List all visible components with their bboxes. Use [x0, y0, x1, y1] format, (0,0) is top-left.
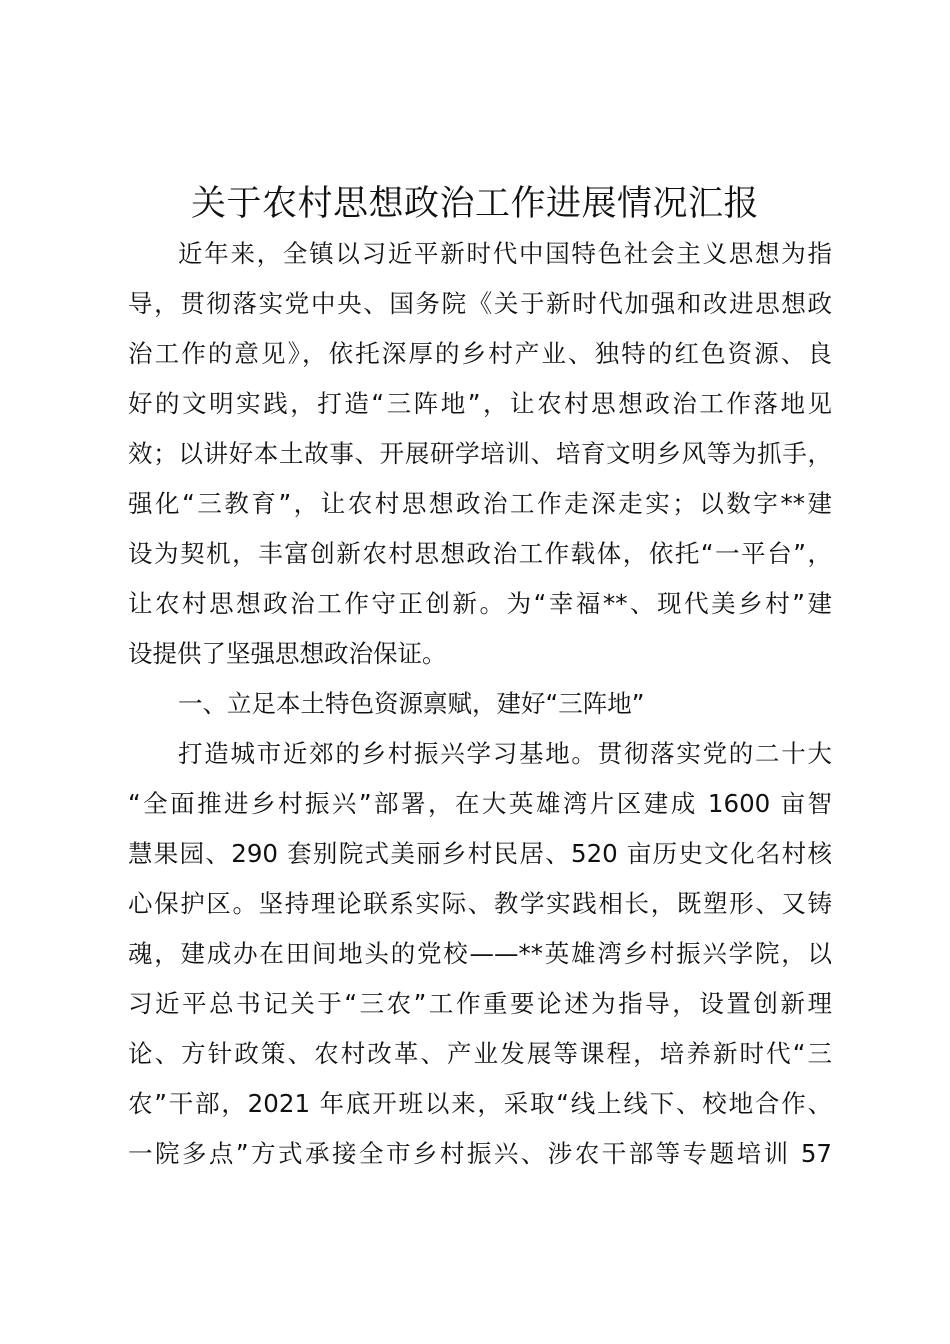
intro-line: 治工作的意见》，依托深厚的乡村产业、独特的红色资源、良	[128, 339, 832, 368]
section-heading: 一、立足本土特色资源禀赋，建好“三阵地”	[178, 689, 645, 718]
intro-line: 设为契机，丰富创新农村思想政治工作载体，依托“一平台”，	[128, 539, 832, 568]
section-line: 慧果园、290 套别院式美丽乡村民居、520 亩历史文化名村核	[128, 839, 832, 868]
intro-line: 近年来，全镇以习近平新时代中国特色社会主义思想为指	[178, 239, 832, 268]
section-line: 习近平总书记关于“三农”工作重要论述为指导，设置创新理	[128, 989, 832, 1018]
section-line: 一院多点”方式承接全市乡村振兴、涉农干部等专题培训 57	[128, 1139, 832, 1168]
section-line: 论、方针政策、农村改革、产业发展等课程，培养新时代“三	[128, 1039, 832, 1068]
intro-line: 强化“三教育”，让农村思想政治工作走深走实；以数字**建	[128, 489, 832, 518]
intro-line: 设提供了坚强思想政治保证。	[128, 639, 447, 668]
intro-line: 好的文明实践，打造“三阵地”，让农村思想政治工作落地见	[128, 389, 832, 418]
document-title: 关于农村思想政治工作进展情况汇报	[190, 184, 759, 224]
intro-line: 让农村思想政治工作守正创新。为“幸福**、现代美乡村”建	[128, 589, 832, 618]
intro-line: 效；以讲好本土故事、开展研学培训、培育文明乡风等为抓手，	[128, 439, 832, 468]
section-line: “全面推进乡村振兴”部署，在大英雄湾片区建成 1600 亩智	[128, 789, 832, 818]
section-line: 魂，建成办在田间地头的党校——**英雄湾乡村振兴学院，以	[128, 939, 832, 968]
intro-line: 导，贯彻落实党中央、国务院《关于新时代加强和改进思想政	[128, 289, 832, 318]
section-line: 打造城市近郊的乡村振兴学习基地。贯彻落实党的二十大	[178, 739, 832, 768]
section-line: 农”干部，2021 年底开班以来，采取“线上线下、校地合作、	[128, 1089, 832, 1118]
section-line: 心保护区。坚持理论联系实际、教学实践相长，既塑形、又铸	[128, 889, 832, 918]
